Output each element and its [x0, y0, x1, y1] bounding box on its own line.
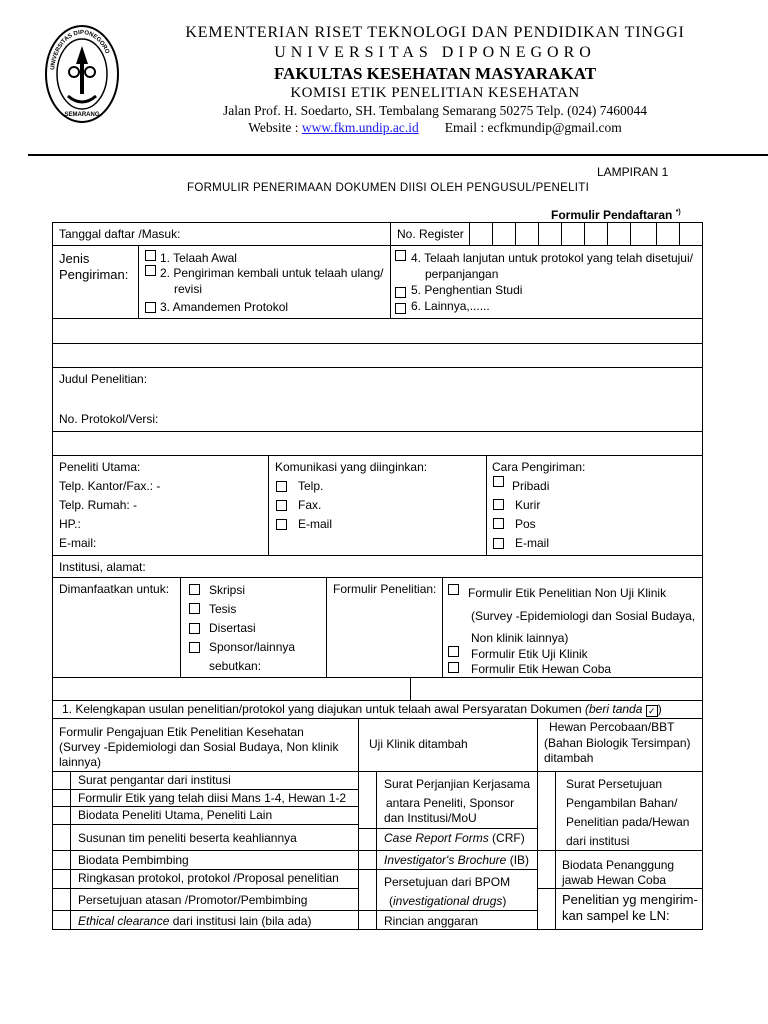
col1-head-a: Formulir Pengajuan Etik Penelitian Kesehatan: [59, 725, 304, 739]
hp-label: HP.:: [59, 517, 81, 531]
fp-hewan-coba: Formulir Etik Hewan Coba: [471, 662, 612, 676]
perjanjian-a: Surat Perjanjian Kerjasama: [384, 777, 531, 791]
ln-a: Penelitian yg mengirim-: [562, 892, 698, 907]
svg-text:UNIVERSITAS DIPONEGORO: UNIVERSITAS DIPONEGORO: [50, 29, 110, 71]
opt-tesis: Tesis: [209, 602, 237, 616]
checkbox-amandemen[interactable]: [145, 302, 156, 313]
checkbox-uji-klinik[interactable]: [448, 646, 459, 657]
opt-skripsi: Skripsi: [209, 583, 246, 597]
ib-item: Investigator's Brochure (IB): [384, 853, 530, 867]
option-lainnya: 6. Lainnya,......: [411, 299, 490, 313]
email-label: Email : ecfkmundip@gmail.com: [444, 120, 622, 135]
fp-non-uji: Formulir Etik Penelitian Non Uji Klinik: [468, 586, 667, 600]
email-field-label: E-mail:: [59, 536, 97, 550]
faculty-name: FAKULTAS KESEHATAN MASYARAKAT: [273, 64, 597, 83]
checkbox-tesis[interactable]: [189, 603, 200, 614]
list-item: Surat pengantar dari institusi: [78, 773, 231, 787]
opt-sponsor: Sponsor/lainnya: [209, 640, 296, 654]
checkbox-telaah-awal[interactable]: [145, 250, 156, 261]
commission-name: KOMISI ETIK PENELITIAN KESEHATAN: [290, 85, 580, 101]
bpom-b: (investigational drugs): [389, 894, 507, 908]
col3-head-a: Hewan Percobaan/BBT: [549, 720, 675, 734]
opt-disertasi: Disertasi: [209, 621, 256, 635]
col3-head-b: (Bahan Biologik Tersimpan): [544, 736, 691, 750]
list-item: Ringkasan protokol, protokol /Proposal penelitian: [78, 871, 339, 885]
perjanjian-c: dan Institusi/MoU: [384, 811, 477, 825]
pengiriman-label: Pengiriman:: [59, 267, 129, 282]
list-item: Susunan tim peneliti beserta keahliannya: [78, 831, 297, 845]
option-telaah-lanjutan: 4. Telaah lanjutan untuk protokol yang telah disetujui/: [411, 251, 693, 265]
checkbox-telaah-lanjutan[interactable]: [395, 250, 406, 261]
checkbox-pribadi[interactable]: [493, 476, 504, 487]
col3-head-c: ditambah: [544, 751, 594, 765]
sp-b: Pengambilan Bahan/: [566, 796, 678, 810]
option-telaah-lanjutan-2: perpanjangan: [425, 267, 499, 281]
website-link[interactable]: www.fkm.undip.ac.id: [301, 120, 419, 135]
kom-fax: Fax.: [298, 498, 322, 512]
checkbox-non-uji-klinik[interactable]: [448, 584, 459, 595]
col1-head-c: lainnya): [59, 755, 102, 769]
checkbox-kom-telp[interactable]: [276, 481, 287, 492]
kelengkapan-heading: 1. Kelengkapan usulan penelitian/protokol yang diajukan untuk telaah awal Persyaratan Dokumen (beri tanda ✓ ): [62, 702, 662, 716]
fp-non-uji-2: (Survey -Epidemiologi dan Sosial Budaya,: [471, 609, 696, 623]
lampiran: LAMPIRAN 1: [597, 165, 669, 179]
institusi-label: Institusi, alamat:: [59, 560, 146, 574]
bp-a: Biodata Penanggung: [562, 858, 675, 872]
kom-email: E-mail: [298, 517, 333, 531]
website-label: Website :: [248, 120, 302, 135]
komunikasi-label: Komunikasi yang diinginkan:: [275, 460, 428, 474]
option-amandemen: 3. Amandemen Protokol: [160, 300, 289, 314]
checkbox-disertasi[interactable]: [189, 623, 200, 634]
checkbox-penghentian[interactable]: [395, 287, 406, 298]
perjanjian-b: antara Peneliti, Sponsor: [386, 796, 515, 810]
list-item: Formulir Etik yang telah diisi Mans 1-4, Hewan 1-2: [78, 791, 347, 805]
cara-kurir: Kurir: [515, 498, 541, 512]
peneliti-utama-label: Peneliti Utama:: [59, 460, 141, 474]
sp-c: Penelitian pada/Hewan: [566, 815, 690, 829]
checkmark-icon: ✓: [646, 705, 658, 717]
address: Jalan Prof. H. Soedarto, SH. Tembalang Semarang 50275 Telp. (024) 7460044: [223, 103, 647, 118]
sp-d: dari institusi: [566, 834, 630, 848]
telp-rumah-label: Telp. Rumah: -: [59, 498, 138, 512]
header-divider: [28, 154, 768, 156]
list-item: Persetujuan atasan /Promotor/Pembimbing: [78, 893, 308, 907]
cara-pengiriman-label: Cara Pengiriman:: [492, 460, 586, 474]
checkbox-sponsor[interactable]: [189, 642, 200, 653]
checkbox-pengiriman-kembali[interactable]: [145, 265, 156, 276]
cara-pribadi: Pribadi: [512, 479, 550, 493]
dimanfaatkan-label: Dimanfaatkan untuk:: [59, 582, 170, 596]
checkbox-skripsi[interactable]: [189, 584, 200, 595]
col2-head: Uji Klinik ditambah: [369, 737, 468, 751]
crf-item: Case Report Forms (CRF): [384, 831, 525, 845]
anggaran-item: Rincian anggaran: [384, 914, 479, 928]
university-logo: [44, 24, 120, 124]
list-item: Ethical clearance dari institusi lain (bila ada): [78, 914, 312, 928]
bp-b: jawab Hewan Coba: [562, 873, 667, 887]
cara-email: E-mail: [515, 536, 550, 550]
col1-head-b: (Survey -Epidemiologi dan Sosial Budaya, Non klinik: [59, 740, 339, 754]
svg-text:SEMARANG: SEMARANG: [64, 112, 100, 118]
cara-pos: Pos: [515, 517, 536, 531]
judul-label: Judul Penelitian:: [59, 372, 148, 386]
sp-a: Surat Persetujuan: [566, 777, 663, 791]
option-pengiriman-kembali-2: revisi: [174, 282, 203, 296]
option-pengiriman-kembali: 2. Pengiriman kembali untuk telaah ulang/: [160, 266, 384, 280]
list-item: Biodata Peneliti Utama, Peneliti Lain: [78, 808, 273, 822]
protokol-label: No. Protokol/Versi:: [59, 412, 159, 426]
option-telaah-awal: 1. Telaah Awal: [160, 251, 237, 265]
university-name: UNIVERSITAS DIPONEGORO: [274, 44, 596, 61]
form-subtitle: Formulir Pendaftaran *): [551, 208, 681, 222]
bpom-a: Persetujuan dari BPOM: [384, 875, 511, 889]
fp-non-uji-3: Non klinik lainnya): [471, 631, 569, 645]
ministry-name: KEMENTERIAN RISET TEKNOLOGI DAN PENDIDIKAN TINGGI: [185, 24, 685, 41]
checkbox-kom-email[interactable]: [276, 519, 287, 530]
form-title: FORMULIR PENERIMAAN DOKUMEN DIISI OLEH PENGUSUL/PENELITI: [187, 182, 590, 194]
checkbox-pos[interactable]: [493, 518, 504, 529]
ln-b: kan sampel ke LN:: [562, 908, 670, 923]
opt-sebutkan: sebutkan:: [209, 659, 262, 673]
checkbox-hewan-coba[interactable]: [448, 662, 459, 673]
contact-line: [140, 120, 730, 136]
option-penghentian: 5. Penghentian Studi: [411, 283, 523, 297]
checkbox-kom-fax[interactable]: [276, 500, 287, 511]
kom-telp: Telp.: [298, 479, 324, 493]
list-item: Biodata Pembimbing: [78, 853, 189, 867]
telp-kantor-label: Telp. Kantor/Fax.: -: [59, 479, 161, 493]
checkbox-kurir[interactable]: [493, 499, 504, 510]
tanggal-label: Tanggal daftar /Masuk:: [59, 227, 181, 241]
no-register-label: No. Register: [397, 227, 464, 241]
jenis-label: Jenis: [59, 251, 90, 266]
fp-uji-klinik: Formulir Etik Uji Klinik: [471, 647, 588, 661]
checkbox-cara-email[interactable]: [493, 538, 504, 549]
formulir-penelitian-label: Formulir Penelitian:: [333, 582, 437, 596]
checkbox-lainnya[interactable]: [395, 303, 406, 314]
